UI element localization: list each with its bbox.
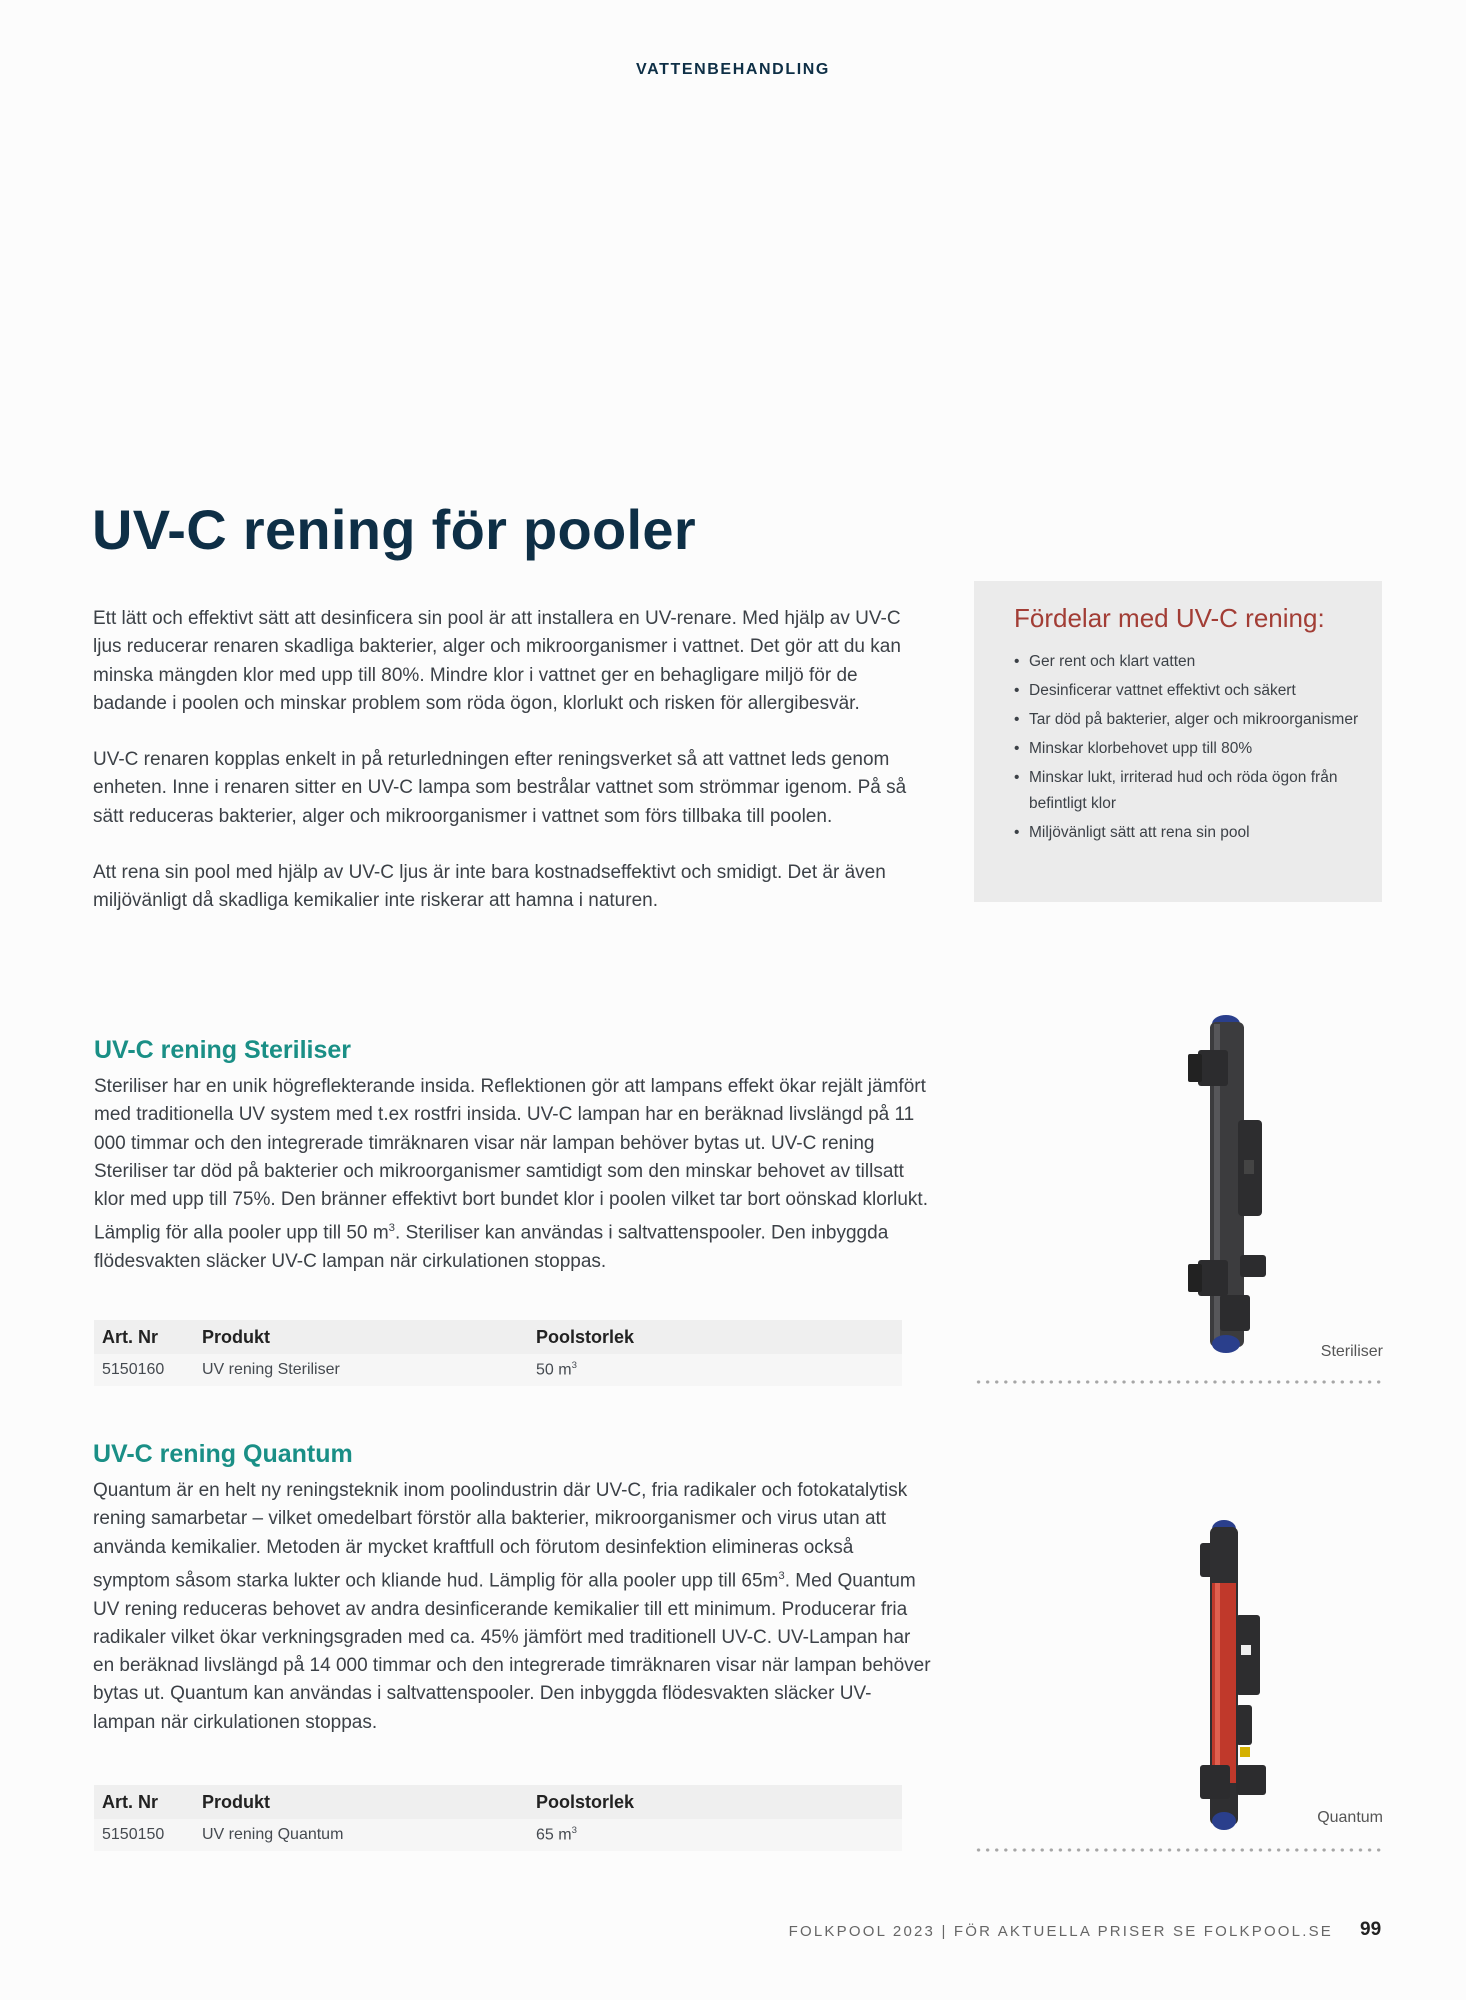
table-row [94, 1354, 902, 1386]
benefits-list [1014, 649, 1362, 846]
description-text: Steriliser har en unik högreflekterande insida. Reflektionen gör att lampans effekt ökar rejält jämfört med traditionella UV system med t.ex rostfri insida. UV-C lampan har en beräknad livslängd på 11 000 timmar och den integrerade timräknaren visar när lampan behöver bytas ut. UV-C rening Steriliser tar död på bakterier och mikroorganismer samtidigt som den minskar behovet av tillsatt klor med upp till 75%. Den bränner effektivt bort bundet klor i poolen vilket tar bort oönskad klorlukt. Lämplig för alla pooler upp till 50 m [94, 1076, 928, 1244]
pool-size-value: 50 m [536, 1361, 572, 1379]
superscript: 3 [388, 1222, 396, 1235]
pool-size-cell [528, 1354, 902, 1386]
benefits-title: Fördelar med UV-C rening: [1014, 603, 1325, 633]
column-header-art-nr: Art. Nr [94, 1785, 194, 1819]
column-header-produkt: Produkt [194, 1320, 528, 1354]
superscript: 3 [571, 1360, 577, 1372]
dotted-divider [974, 1848, 1384, 1852]
description-text: . Med Quantum UV rening reduceras behovet av andra desinficerande kemikalier till ett minimum. Producerar fria radikaler vilket ökar verkningsgraden med ca. 45% jämfört med traditionell UV-C. UV-Lampan har en beräknad livslängd på 14 000 timmar och den integrerade timräknaren visar när lampan behöver bytas ut. Quantum kan användas i saltvattenspooler. Den inbyggda flödesvakten släcker UV-lampan när cirkulationen stoppas. [93, 1570, 931, 1733]
image-caption-quantum: Quantum [1317, 1809, 1383, 1826]
description-text: Quantum är en helt ny reningsteknik inom poolindustrin där UV-C, fria radikaler och fotokatalytisk rening samarbetar – vilket omedelbart förstör alla bakterier, mikroorganismer och virus utan att använda kemikalier. Metoden är mycket kraftfull och förutom desinfektion elimineras också symptom såsom starka lukter och kliande hud. Lämplig för alla pooler upp till 65m [93, 1480, 908, 1592]
section-label: VATTENBEHANDLING [636, 61, 830, 78]
superscript: 3 [778, 1569, 785, 1582]
product-cell: UV rening Quantum [194, 1819, 528, 1851]
art-nr-cell: 5150160 [94, 1354, 194, 1386]
intro-paragraph: Ett lätt och effektivt sätt att desinficera sin pool är att installera en UV-renare. Med hjälp av UV-C ljus reducerar renaren skadliga bakterier, alger och mikroorganismer i vattnet. Det gör att du kan minska mängden klor med upp till 80%. Mindre klor i vattnet ger en behagligare miljö för de badande i poolen och minskar problem som röda ögon, klorlukt och risken för allergibesvär. [93, 608, 901, 714]
page-number: 99 [1360, 1919, 1382, 1940]
column-header-art-nr: Art. Nr [94, 1320, 194, 1354]
benefit-item: • Tar död på bakterier, alger och mikroorganismer [1014, 707, 1362, 733]
intro-text [93, 605, 913, 944]
pool-size-cell [528, 1819, 902, 1851]
table-header-row [94, 1320, 902, 1354]
benefit-item: • Desinficerar vattnet effektivt och säkert [1014, 678, 1362, 704]
image-caption-steriliser: Steriliser [1320, 1343, 1383, 1360]
superscript: 3 [571, 1825, 577, 1837]
product-title-steriliser: UV-C rening Steriliser [94, 1036, 352, 1064]
column-header-poolstorlek: Poolstorlek [528, 1785, 902, 1819]
benefits-box [974, 581, 1382, 902]
steriliser-image [1180, 1010, 1300, 1360]
art-nr-cell: 5150150 [94, 1819, 194, 1851]
spec-table-quantum [94, 1785, 902, 1851]
benefit-item: • Minskar klorbehovet upp till 80% [1014, 736, 1362, 762]
table-row [94, 1819, 902, 1851]
quantum-image [1180, 1515, 1300, 1835]
benefit-item: • Miljövänligt sätt att rena sin pool [1014, 820, 1362, 846]
product-title-quantum: UV-C rening Quantum [93, 1440, 353, 1468]
intro-paragraph: UV-C renaren kopplas enkelt in på returledningen efter reningsverket så att vattnet leds genom enheten. Inne i renaren sitter en UV-C lampa som bestrålar vattnet som strömmar igenom. På så sätt reduceras bakterier, alger och mikroorganismer i vattnet som förs tillbaka till poolen. [93, 749, 907, 827]
description-text: . Steriliser kan användas i saltvattenspooler. Den inbyggda flödesvakten släcker UV-C lampan när cirkulationen stoppas. [94, 1222, 889, 1273]
table-header-row [94, 1785, 902, 1819]
benefit-item: • Minskar lukt, irriterad hud och röda ögon från befintligt klor [1014, 765, 1362, 817]
product-description-steriliser [94, 1073, 934, 1276]
benefit-item: • Ger rent och klart vatten [1014, 649, 1362, 675]
product-description-quantum [93, 1477, 933, 1737]
dotted-divider [974, 1380, 1384, 1384]
footer-text: FOLKPOOL 2023 | FÖR AKTUELLA PRISER SE FOLKPOOL.SE [788, 1923, 1333, 1940]
pool-size-value: 65 m [536, 1826, 572, 1844]
column-header-poolstorlek: Poolstorlek [528, 1320, 902, 1354]
product-cell: UV rening Steriliser [194, 1354, 528, 1386]
column-header-produkt: Produkt [194, 1785, 528, 1819]
intro-paragraph: Att rena sin pool med hjälp av UV-C ljus är inte bara kostnadseffektivt och smidigt. Det är även miljövänligt då skadliga kemikalier inte riskerar att hamna i naturen. [93, 862, 886, 912]
spec-table-steriliser [94, 1320, 902, 1386]
page-title: UV-C rening för pooler [92, 498, 696, 561]
